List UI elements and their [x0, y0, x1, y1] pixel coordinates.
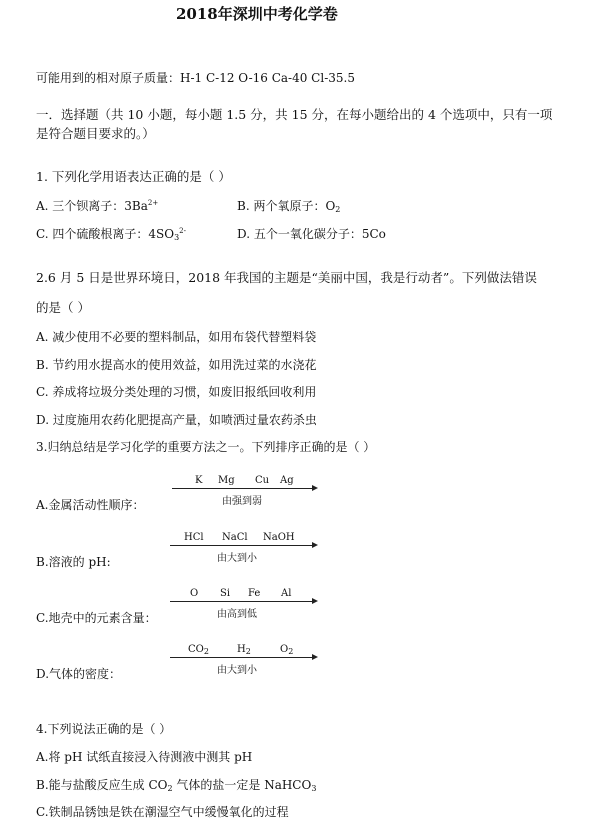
- q3b-arrow: [170, 545, 316, 546]
- section-header-line-1: 一．选择题（共 10 小题，每小题 1.5 分，共 15 分，在每小题给出的 4 个选项中，只有一项: [36, 107, 553, 122]
- q3b-item-naoh: NaOH: [263, 532, 295, 543]
- q2-stem-line-2: 的是（ ）: [36, 300, 90, 315]
- q2-stem-line-1: 2.6 月 5 日是世界环境日，2018 年我国的主题是“美丽中国，我是行动者”。下列做法错误: [36, 270, 537, 285]
- q3a-item-cu: Cu: [255, 475, 270, 486]
- q3a-caption: 由强到弱: [222, 496, 262, 507]
- q3c-item-fe: Fe: [248, 588, 261, 599]
- q3a-item-mg: Mg: [218, 475, 235, 486]
- q3c-arrow: [170, 601, 316, 602]
- q2-option-a: A. 减少使用不必要的塑料制品，如用布袋代替塑料袋: [36, 330, 317, 344]
- q3a-item-k: K: [195, 475, 203, 486]
- q3d-item-h2: $H_2$: [237, 644, 251, 656]
- q3b-item-hcl: HCl: [184, 532, 204, 543]
- q3a-item-ag: Ag: [280, 475, 294, 486]
- q3d-label: D.气体的密度：: [36, 667, 122, 681]
- q3c-item-si: Si: [220, 588, 231, 599]
- q4-option-a: A.将 pH 试纸直接浸入待测液中测其 pH: [36, 750, 253, 764]
- q2-option-c: C. 养成将垃圾分类处理的习惯，如废旧报纸回收利用: [36, 385, 317, 399]
- q3-stem: 3.归纳总结是学习化学的重要方法之一。下列排序正确的是（ ）: [36, 440, 376, 454]
- atomic-masses: 可能用到的相对原子质量：H-1 C-12 O-16 Ca-40 Cl-35.5: [36, 71, 355, 85]
- q3d-arrow: [170, 657, 316, 658]
- q3c-item-al: Al: [281, 588, 292, 599]
- q3c-label: C.地壳中的元素含量：: [36, 611, 157, 625]
- q1-option-b: B. 两个氧原子：$O_2$: [237, 199, 341, 214]
- q4-option-b: B.能与盐酸反应生成 $CO_2$ 气体的盐一定是 NaHCO$_3$: [36, 778, 317, 793]
- section-header-line-2: 是符合题目要求的。）: [36, 126, 155, 141]
- q3d-caption: 由大到小: [217, 665, 257, 676]
- q3d-item-co2: $CO_2$: [188, 644, 209, 656]
- page-title: 2018年深圳中考化学卷: [176, 5, 338, 23]
- q2-option-d: D. 过度施用农药化肥提高产量，如喷洒过量农药杀虫: [36, 413, 317, 427]
- q3b-item-nacl: NaCl: [222, 532, 248, 543]
- q1-option-a: A. 三个钡离子：$3Ba^{2+}$: [36, 199, 159, 213]
- q3b-caption: 由大到小: [217, 553, 257, 564]
- q1-option-c: C. 四个硫酸根离子：$4SO_3^{2-}$: [36, 227, 186, 242]
- q3c-caption: 由高到低: [217, 609, 257, 620]
- q3d-item-o2: $O_2$: [280, 644, 294, 656]
- q1-option-d: D. 五个一氧化碳分子：5Co: [237, 227, 386, 241]
- q1-stem: 1. 下列化学用语表达正确的是（ ）: [36, 169, 231, 184]
- q3a-arrow: [172, 488, 316, 489]
- q3a-label: A.金属活动性顺序：: [36, 498, 145, 512]
- q2-option-b: B. 节约用水提高水的使用效益，如用洗过菜的水浇花: [36, 358, 317, 372]
- q4-stem: 4.下列说法正确的是（ ）: [36, 722, 172, 736]
- q3b-label: B.溶液的 pH:: [36, 555, 111, 569]
- q4-option-c: C.铁制品锈蚀是铁在潮湿空气中缓慢氧化的过程: [36, 805, 289, 819]
- q3c-item-o: O: [190, 588, 199, 599]
